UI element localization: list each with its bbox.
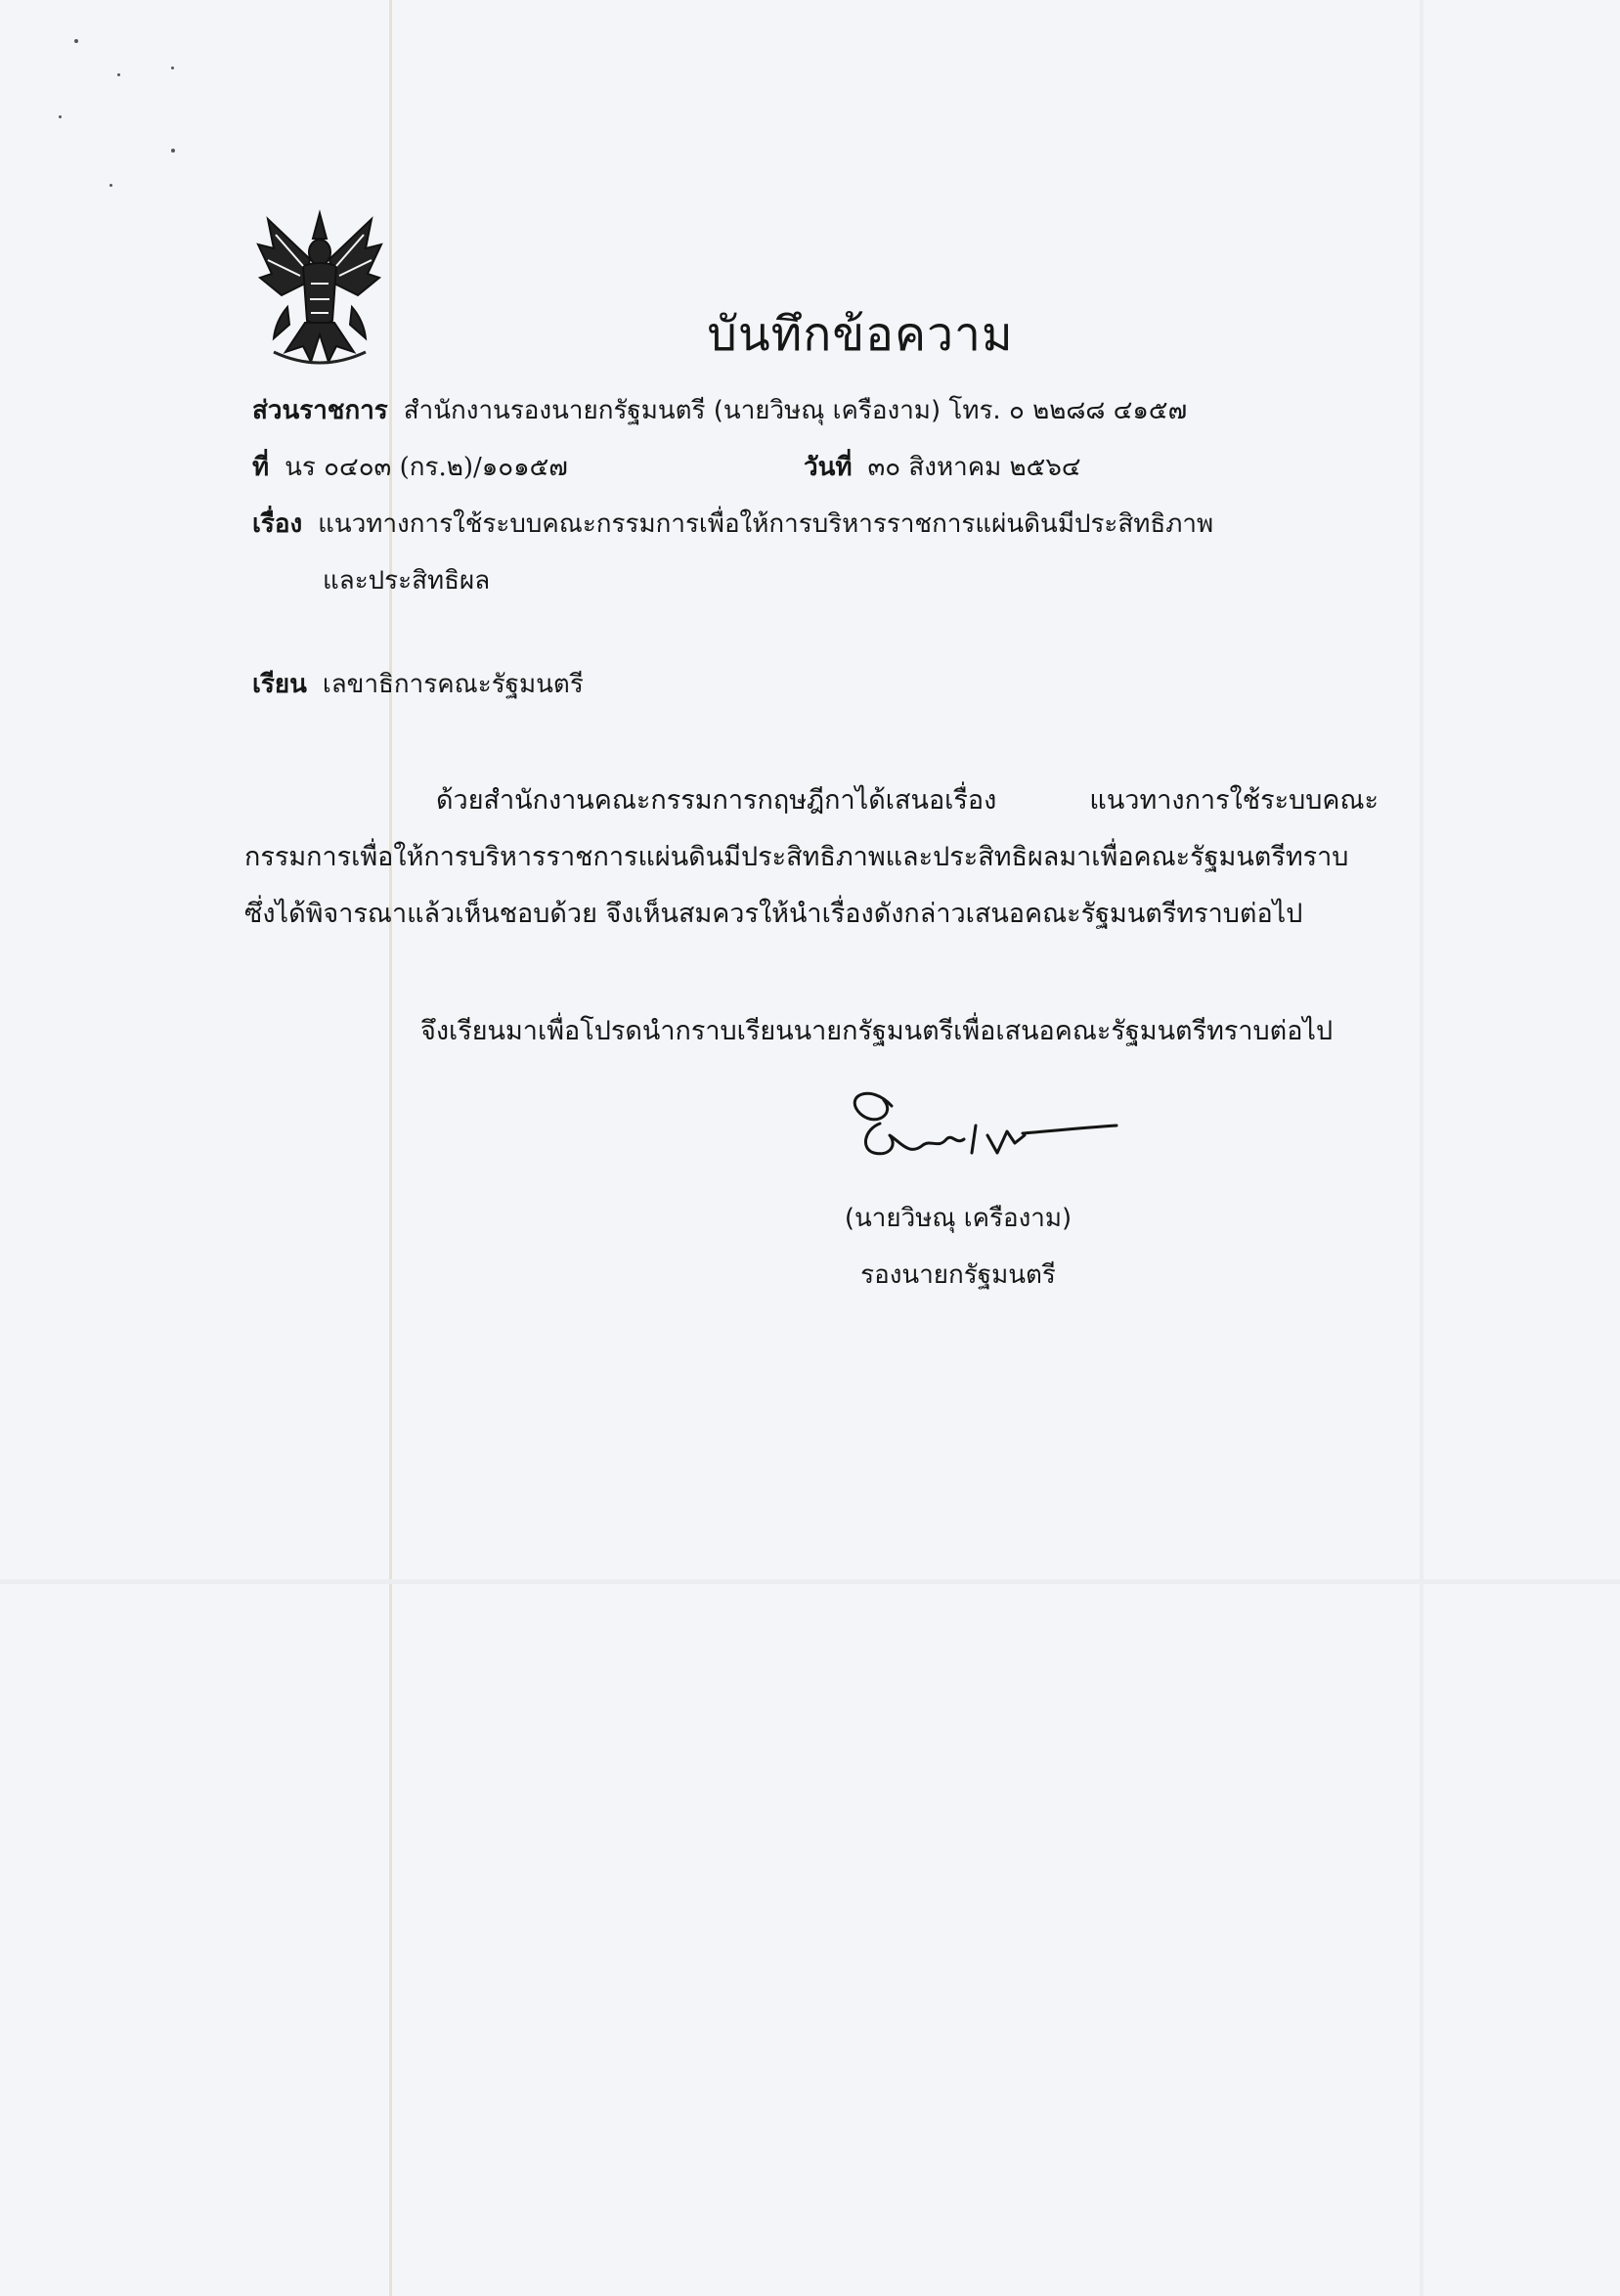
scan-speck (74, 39, 78, 43)
scan-speck (109, 184, 112, 187)
page-title: บันทึกข้อความ (707, 307, 1014, 362)
closing-sentence: จึงเรียนมาเพื่อโปรดนำกราบเรียนนายกรัฐมนตรีเพื่อเสนอคณะรัฐมนตรีทราบต่อไป (420, 1016, 1334, 1046)
reference-label: ที่ (252, 453, 270, 482)
addressee-line (252, 665, 584, 704)
scan-fold-line (1420, 0, 1423, 2296)
garuda-emblem-icon (246, 205, 393, 372)
scan-fold-line (0, 1579, 1620, 1584)
handwritten-signature (841, 1071, 1124, 1178)
body-paragraph: ด้วยสำนักงานคณะกรรมการกฤษฎีกาได้เสนอเรื่อง แนวทางการใช้ระบบคณะกรรมการเพื่อให้การบริหารราชการแผ่นดินมีประสิทธิภาพและประสิทธิผลมาเพื่อคณะรัฐมนตรีทราบ ซึ่งได้พิจารณาแล้วเห็นชอบด้วย จึงเห็นสมควรให้นำเรื่องดังกล่าวเสนอคณะรัฐมนตรีทราบต่อไป (244, 785, 1379, 929)
agency-label: ส่วนราชการ (252, 396, 388, 425)
scan-speck (59, 115, 62, 118)
scan-speck (171, 149, 175, 153)
date-line (804, 448, 1081, 487)
signer-title: รองนายกรัฐมนตรี (860, 1260, 1056, 1290)
scan-speck (171, 66, 174, 69)
signer-name: (นายวิษณุ เครืองาม) (844, 1204, 1073, 1233)
date-label: วันที่ (804, 453, 853, 482)
date-value: ๓๐ สิงหาคม ๒๕๖๔ (867, 453, 1081, 482)
agency-line (252, 391, 1187, 430)
addressee-label: เรียน (252, 670, 307, 699)
reference-number: นร ๐๔๐๓ (กร.๒)/๑๐๑๕๗ (285, 453, 568, 482)
scan-speck (117, 73, 120, 76)
subject-line (252, 505, 1213, 544)
reference-line (252, 448, 568, 487)
subject-label: เรื่อง (252, 509, 303, 539)
addressee-value: เลขาธิการคณะรัฐมนตรี (322, 670, 584, 699)
subject-text: แนวทางการใช้ระบบคณะกรรมการเพื่อให้การบริหารราชการแผ่นดินมีประสิทธิภาพ (318, 509, 1214, 539)
agency-value: สำนักงานรองนายกรัฐมนตรี (นายวิษณุ เครืองาม) โทร. ๐ ๒๒๘๘ ๔๑๕๗ (403, 396, 1188, 425)
subject-continuation: และประสิทธิผล (323, 566, 491, 596)
